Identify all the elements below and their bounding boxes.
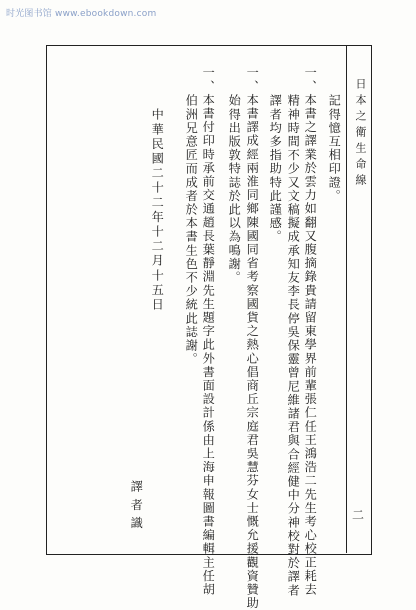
watermark: 时光图书馆 www.ebookdown.com [6,9,157,19]
header-rule [346,45,347,553]
text-column-7: 一、本書付印時承前交通趙長葉靜淵先生題字此外書面設計係由上海申報圖書編輯主任胡 [201,66,216,597]
text-column-2: 一、本書之譯業於雲力如翻又腹摘錄貴請留東學界前輩張仁任王鴻浩二先生考心校正耗去 [303,66,318,597]
date-line: 中華民國二十二年十二月十五日 [150,108,165,313]
running-header-title: 日本之衛生命線 [354,78,367,190]
page-number: 二 [351,508,364,522]
text-column-3: 精神時間不少又文稿擬成承知友李長停吳保靈曾尼維諸君與合經健中分神校對於譯者 [286,94,301,598]
text-column-1: 記得憶互相印證。 [327,94,342,203]
translator-signature: 譯者識 [129,480,144,535]
text-column-5: 一、本書譯成經兩淮同鄉陳國同省考察國貨之熱心倡商丘宗庭君吳慧芬女士慨允援觀資贊助 [245,66,260,610]
text-column-4: 譯者均多指助特此謹感。 [268,94,283,244]
text-column-8: 伯洲兄意匠而成者於本書生色不少統此誌謝。 [184,94,199,366]
text-column-6: 始得出版敦特誌於此以為鳴謝。 [227,94,242,285]
